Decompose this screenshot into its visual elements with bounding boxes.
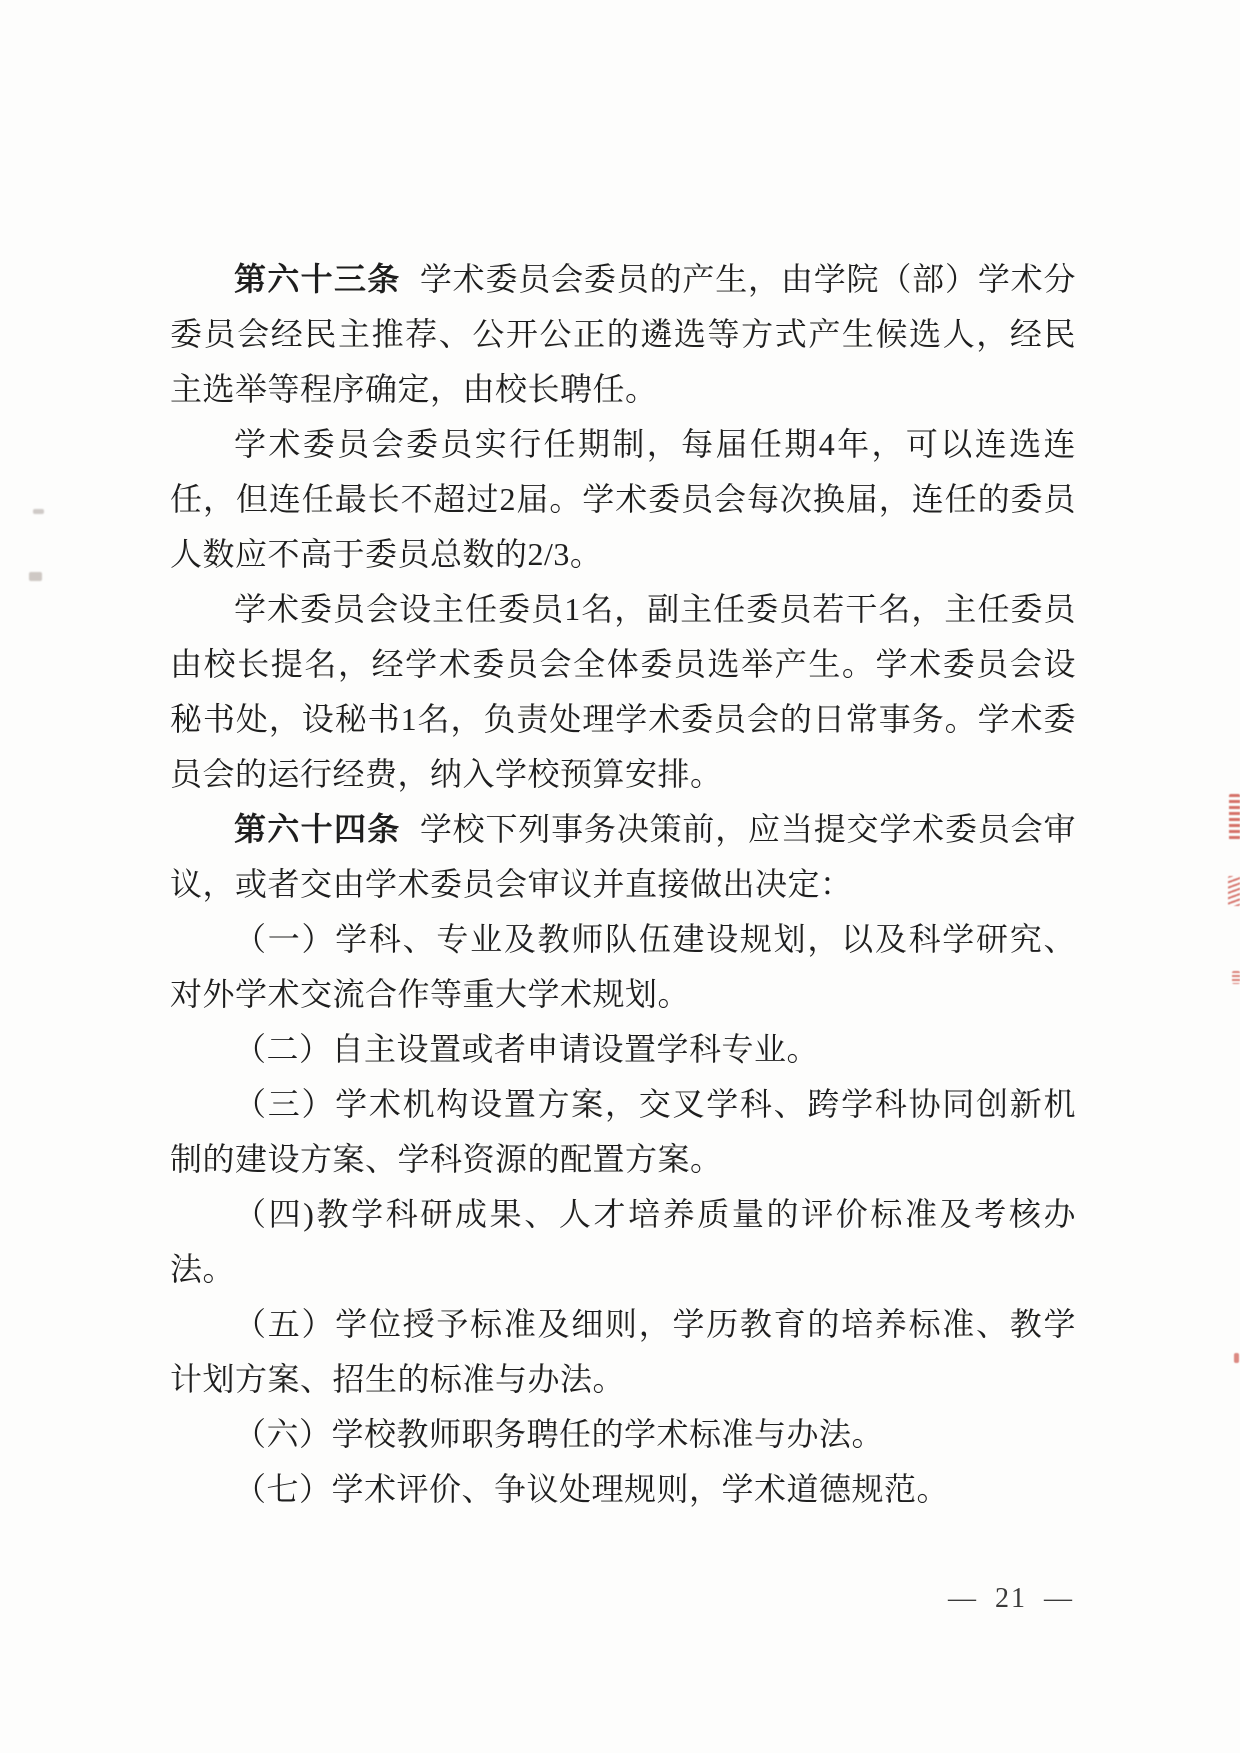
page-number: — 21 — — [948, 1583, 1074, 1614]
red-stamp-fragment — [1229, 794, 1240, 840]
paragraph: （二）自主设置或者申请设置学科专业。 — [234, 1031, 820, 1067]
paragraph: （一）学科、专业及教师队伍建设规划，以及科学研究、对外学术交流合作等重大学术规划。 — [170, 921, 1076, 1012]
paragraph: （三）学术机构设置方案，交叉学科、跨学科协同创新机制的建设方案、学科资源的配置方案。 — [170, 1086, 1076, 1177]
paragraph: 第六十三条 学术委员会委员的产生，由学院（部）学术分委员会经民主推荐、公开公正的遴选等方式产生候选人，经民主选举等程序确定，由校长聘任。 — [170, 261, 1076, 407]
red-stamp-fragment — [1232, 971, 1240, 984]
paragraph: 学术委员会设主任委员1名，副主任委员若干名，主任委员由校长提名，经学术委员会全体委员选举产生。学术委员会设秘书处，设秘书1名，负责处理学术委员会的日常事务。学术委员会的运行经费，纳入学校预算安排。 — [170, 591, 1076, 792]
scan-speck — [29, 572, 42, 581]
scan-speck — [33, 509, 44, 514]
paragraph: （六）学校教师职务聘任的学术标准与办法。 — [234, 1416, 885, 1452]
paragraph: 学术委员会委员实行任期制，每届任期4年，可以连选连任，但连任最长不超过2届。学术委员会每次换届，连任的委员人数应不高于委员总数的2/3。 — [170, 426, 1076, 572]
article-number: 第六十三条 — [234, 261, 401, 297]
article-number: 第六十四条 — [234, 811, 401, 847]
paragraph: （四)教学科研成果、人才培养质量的评价标准及考核办法。 — [170, 1196, 1076, 1287]
paragraph: （七）学术评价、争议处理规则，学术道德规范。 — [234, 1471, 950, 1507]
red-stamp-fragment — [1234, 1353, 1239, 1363]
document-body — [170, 252, 1076, 1517]
paragraph: 第六十四条 学校下列事务决策前，应当提交学术委员会审议，或者交由学术委员会审议并直接做出决定： — [170, 811, 1076, 902]
red-stamp-fragment — [1228, 876, 1240, 906]
paragraph: （五）学位授予标准及细则，学历教育的培养标准、教学计划方案、招生的标准与办法。 — [170, 1306, 1076, 1397]
